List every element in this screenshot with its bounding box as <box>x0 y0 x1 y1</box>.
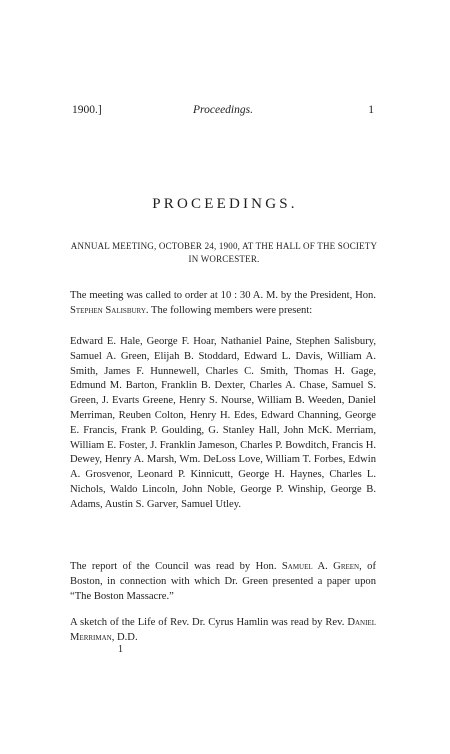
sketch-reader-name: Daniel Merriman <box>70 617 376 643</box>
sketch-text-after: , D.D. <box>111 631 138 643</box>
running-title: Proceedings. <box>193 104 253 116</box>
council-text-before: The report of the Council was read by Hon. <box>70 561 282 572</box>
running-header <box>72 104 374 122</box>
members-list-paragraph: Edward E. Hale, George F. Hoar, Nathaniel Paine, Stephen Salisbury, Samuel A. Green, Elijah B. Stoddard, Edward L. Davis, William A. Smith, James F. Hunnewell, Charles C. Smith, Thomas H. Gage, Edmund M. Barton, Franklin B. Dexter, Charles A. Chase, Samuel S. Green, J. Evarts Greene, Henry S. Nourse, William B. Weeden, Daniel Merriman, Reuben Colton, Henry H. Edes, Edward Channing, George E. Francis, Frank P. Goulding, G. Stanley Hall, John McK. Merriam, William E. Foster, J. Franklin Jameson, Charles P. Bowditch, Francis H. Dewey, Henry A. Marsh, Wm. DeLoss Love, William T. Forbes, Edwin A. Grosvenor, Leonard P. Kinnicutt, George H. Haynes, Charles L. Nichols, Waldo Lincoln, John Noble, George P. Winship, George B. Adams, Austin S. Garver, Samuel Utley. <box>70 336 376 510</box>
page-number: 1 <box>368 104 374 116</box>
header-year: 1900.] <box>72 104 102 116</box>
page-title: PROCEEDINGS. <box>152 196 298 212</box>
opening-text-after: . The following members were present: <box>145 304 313 316</box>
council-reader-name: Samuel A. Green <box>281 561 360 572</box>
council-text-after: , of Boston, in connection with which Dr. Green presented a paper upon “The Boston Massacre.” <box>70 561 377 602</box>
signature-mark: 1 <box>118 644 123 655</box>
president-name: Stephen Salisbury <box>70 304 146 316</box>
sketch-paragraph <box>70 616 376 646</box>
opening-text-before: The meeting was called to order at 10 : 30 A. M. by the President, Hon. <box>70 290 376 301</box>
council-report-paragraph <box>70 560 376 604</box>
sketch-text-before: A sketch of the Life of Rev. Dr. Cyrus Hamlin was read by Rev. <box>70 617 348 628</box>
meeting-subtitle: ANNUAL MEETING, OCTOBER 24, 1900, AT THE HALL OF THE SOCIETY IN WORCESTER. <box>70 241 378 264</box>
opening-paragraph <box>70 289 376 319</box>
